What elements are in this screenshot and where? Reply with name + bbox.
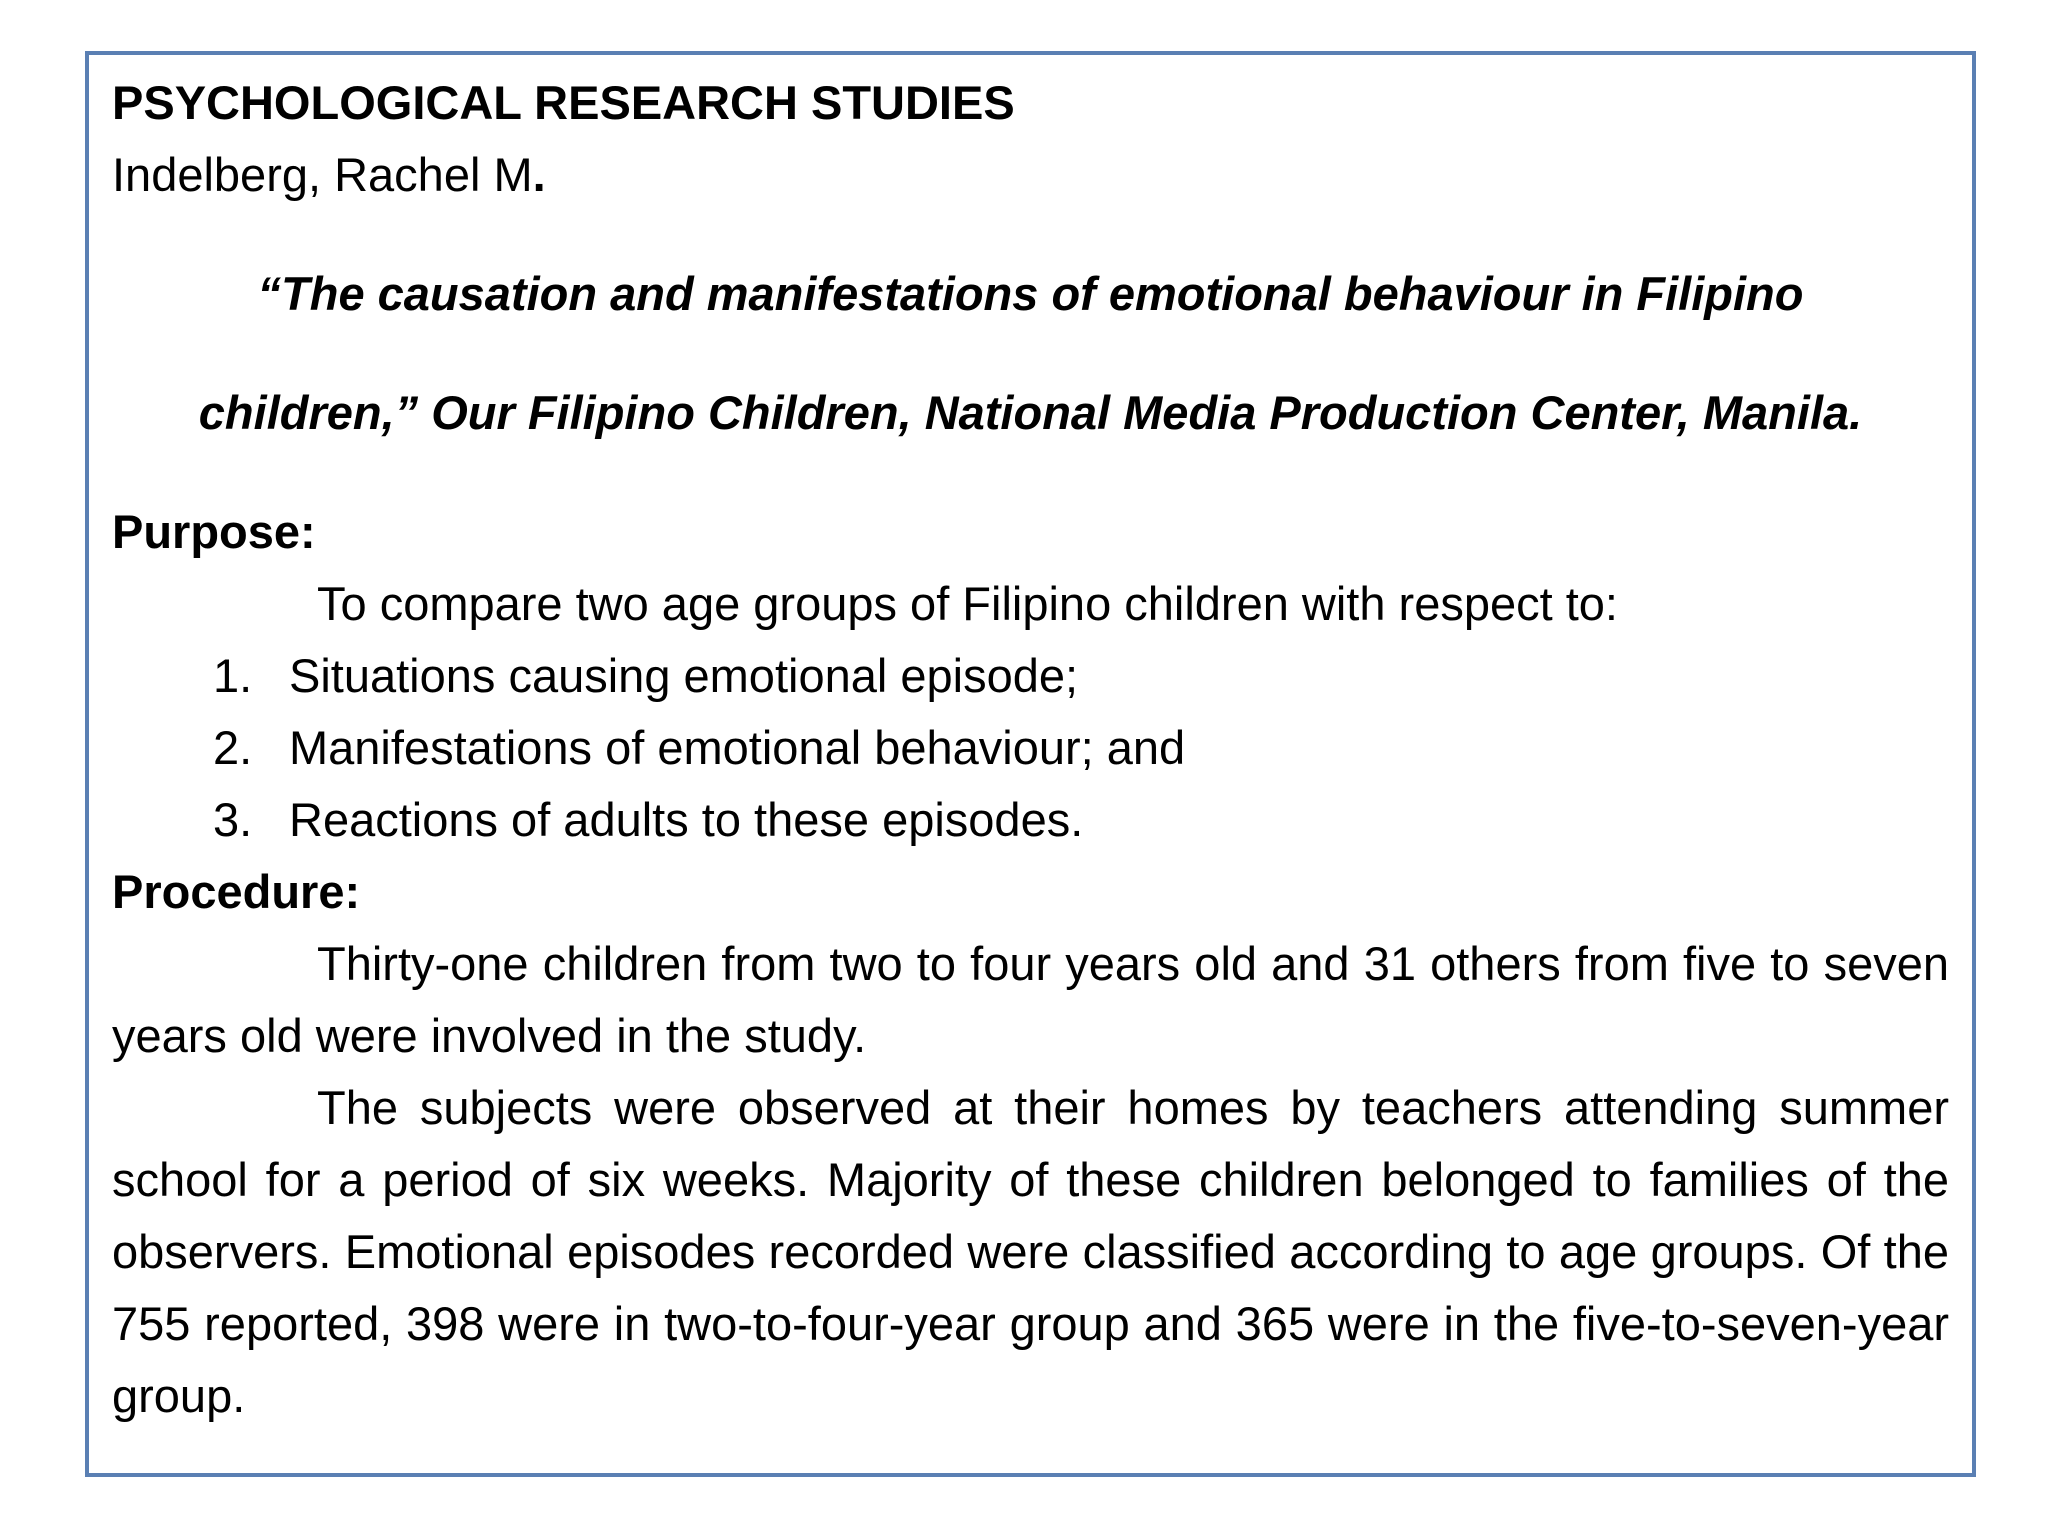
author-period: . bbox=[532, 148, 546, 201]
list-item bbox=[112, 712, 1949, 784]
list-item-number: 2. bbox=[213, 721, 253, 774]
author-line bbox=[112, 139, 1949, 211]
list-item bbox=[112, 784, 1949, 856]
citation-title-line-2: children,” Our Filipino Children, National Media Production Center, Manila. bbox=[198, 386, 1863, 439]
list-item bbox=[112, 640, 1949, 712]
document-header: PSYCHOLOGICAL RESEARCH STUDIES bbox=[112, 76, 1015, 129]
purpose-list bbox=[112, 640, 1949, 856]
procedure-heading: Procedure: bbox=[112, 865, 361, 918]
purpose-heading: Purpose: bbox=[112, 505, 316, 558]
citation-title-line-1: “The causation and manifestations of emotional behaviour in Filipino bbox=[257, 267, 1804, 320]
procedure-paragraph-2: The subjects were observed at their homes by teachers attending summer school for a period of six weeks. Majority of these children belonged to families of the observers. Emotional episodes recorded were classified according to age groups. Of the 755 reported, 398 were in two-to-four-year group and 365 were in the five-to-seven-year group. bbox=[112, 1081, 1949, 1422]
list-item-number: 1. bbox=[213, 649, 253, 702]
purpose-intro: To compare two age groups of Filipino children with respect to: bbox=[317, 577, 1618, 630]
list-item-number: 3. bbox=[213, 793, 253, 846]
document-frame bbox=[85, 51, 1976, 1477]
procedure-paragraph-1: Thirty-one children from two to four years old and 31 others from five to seven years old were involved in the study. bbox=[112, 937, 1949, 1062]
list-item-text: Manifestations of emotional behaviour; and bbox=[289, 721, 1186, 774]
list-item-text: Reactions of adults to these episodes. bbox=[289, 793, 1084, 846]
list-item-text: Situations causing emotional episode; bbox=[289, 649, 1079, 702]
author-name: Indelberg, Rachel M bbox=[112, 148, 533, 201]
